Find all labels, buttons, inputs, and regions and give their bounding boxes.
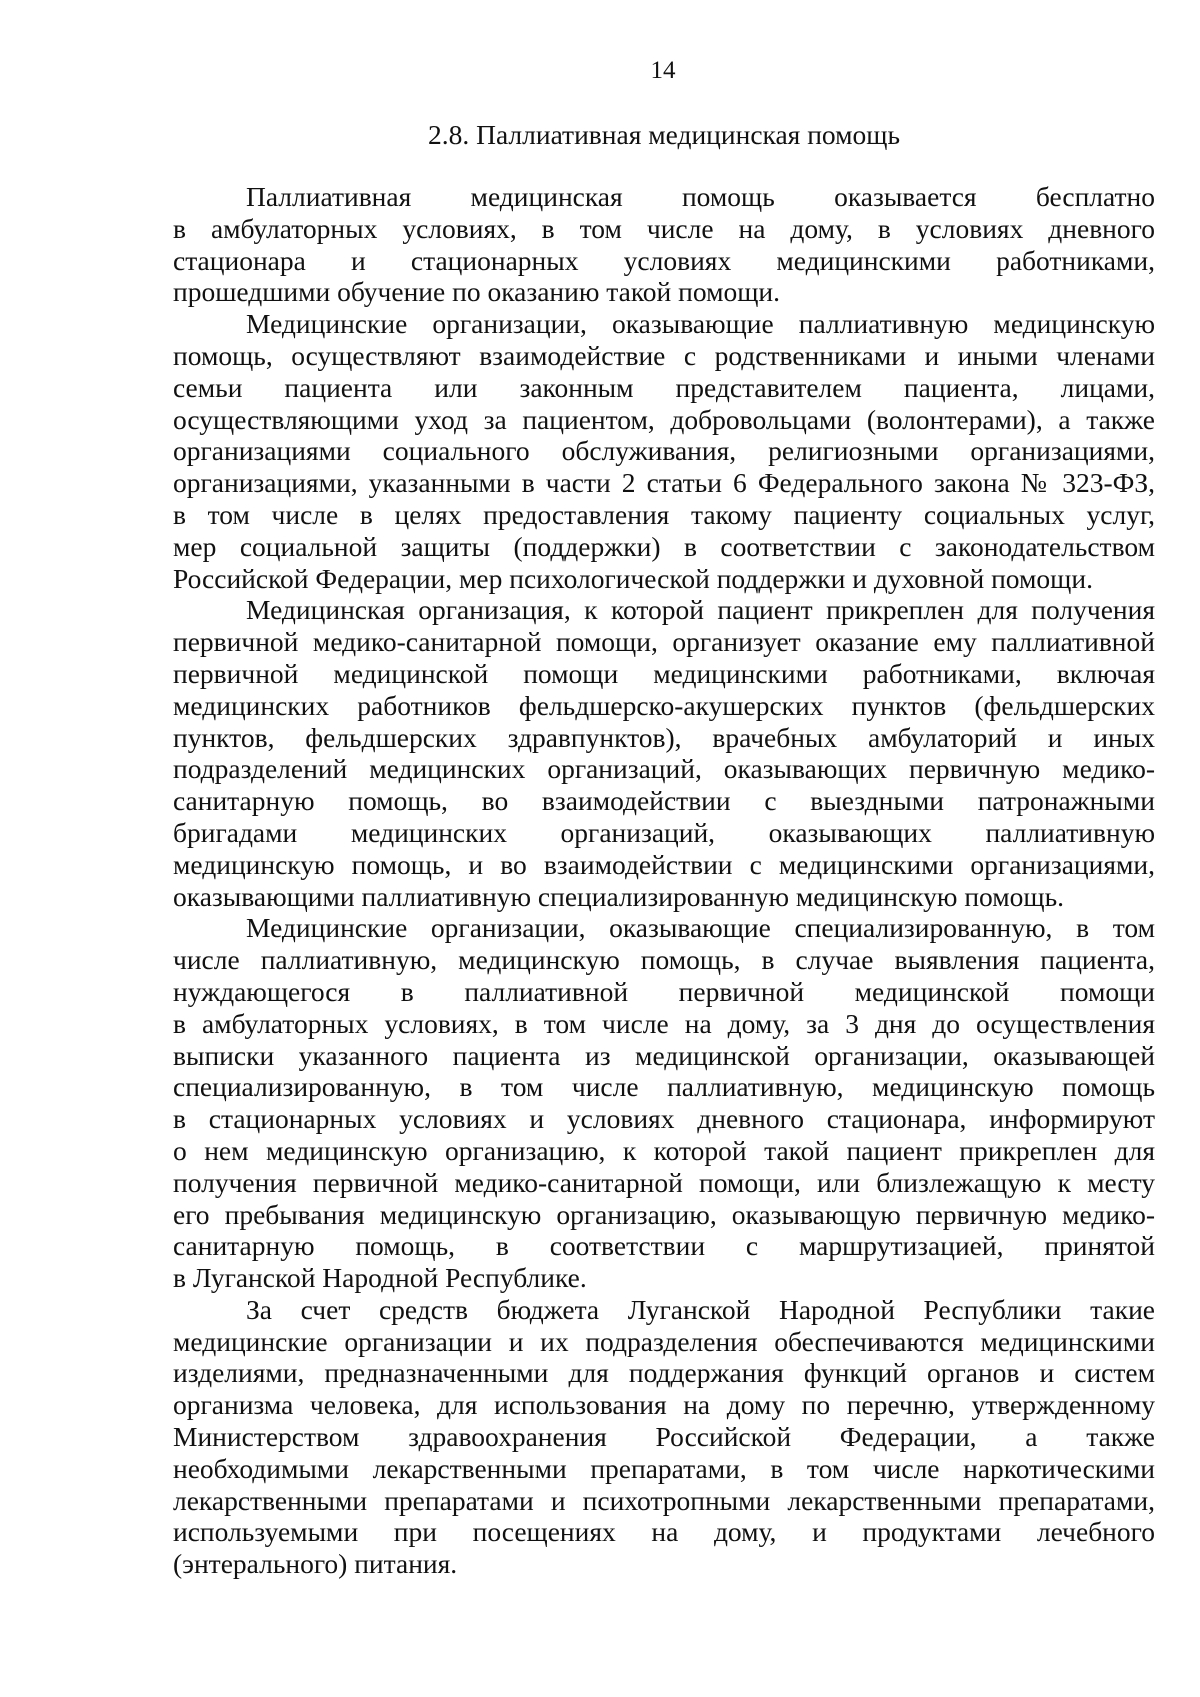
text-line: Медицинская организация, к которой пациент прикреплен для получения — [246, 594, 1155, 626]
text-line: Медицинские организации, оказывающие паллиативную медицинскую — [246, 308, 1155, 340]
text-line: прошедшими обучение по оказанию такой помощи. — [173, 276, 781, 308]
text-line: мер социальной защиты (поддержки) в соответствии с законодательством — [173, 530, 1155, 562]
text-line: подразделений медицинских организаций, оказывающих первичную медико- — [173, 753, 1155, 785]
paragraph-4 — [173, 912, 1155, 1294]
body-text — [173, 181, 1155, 1580]
text-line: пунктов, фельдшерских здравпунктов), врачебных амбулаторий и иных — [173, 721, 1155, 753]
text-line: в том числе в целях предоставления такому пациенту социальных услуг, — [173, 498, 1155, 530]
text-line: о нем медицинскую организацию, к которой такой пациент прикреплен для — [173, 1134, 1155, 1166]
paragraph-1 — [173, 181, 1155, 308]
text-line: в амбулаторных условиях, в том числе на дому, в условиях дневного — [173, 212, 1155, 244]
paragraph-2 — [173, 308, 1155, 594]
text-line: необходимыми лекарственными препаратами, в том числе наркотическими — [173, 1452, 1155, 1484]
text-line: санитарную помощь, во взаимодействии с выездными патронажными — [173, 785, 1155, 817]
text-line: нуждающегося в паллиативной первичной медицинской помощи — [173, 975, 1155, 1007]
text-line: его пребывания медицинскую организацию, оказывающую первичную медико- — [173, 1198, 1155, 1230]
text-line: используемыми при посещениях на дому, и продуктами лечебного — [173, 1516, 1155, 1548]
text-line: лекарственными препаратами и психотропными лекарственными препаратами, — [173, 1484, 1155, 1516]
text-line: осуществляющими уход за пациентом, добровольцами (волонтерами), а также — [173, 403, 1155, 435]
text-line: медицинских работников фельдшерско-акушерских пунктов (фельдшерских — [173, 689, 1155, 721]
section-heading: 2.8. Паллиативная медицинская помощь — [427, 119, 901, 150]
text-line: Паллиативная медицинская помощь оказывается бесплатно — [246, 181, 1155, 212]
text-line: специализированную, в том числе паллиативную, медицинскую помощь — [173, 1071, 1155, 1103]
text-line: организациями социального обслуживания, религиозными организациями, — [173, 435, 1155, 467]
text-line: в стационарных условиях и условиях дневного стационара, информируют — [173, 1103, 1155, 1135]
text-line: Медицинские организации, оказывающие специализированную, в том — [246, 912, 1155, 944]
text-line: семьи пациента или законным представителем пациента, лицами, — [173, 371, 1155, 403]
text-line: изделиями, предназначенными для поддержания функций органов и систем — [173, 1357, 1155, 1389]
text-line: выписки указанного пациента из медицинской организации, оказывающей — [173, 1039, 1155, 1071]
text-line: санитарную помощь, в соответствии с маршрутизацией, принятой — [173, 1230, 1155, 1262]
text-line: медицинские организации и их подразделения обеспечиваются медицинскими — [173, 1325, 1155, 1357]
text-line: медицинскую помощь, и во взаимодействии с медицинскими организациями, — [173, 848, 1155, 880]
text-line: Российской Федерации, мер психологической поддержки и духовной помощи. — [173, 562, 1093, 594]
text-line: организма человека, для использования на дому по перечню, утвержденному — [173, 1389, 1155, 1421]
paragraph-3 — [173, 594, 1155, 912]
text-line: в амбулаторных условиях, в том числе на дому, за 3 дня до осуществления — [173, 1007, 1155, 1039]
text-line: получения первичной медико-санитарной помощи, или близлежащую к месту — [173, 1166, 1155, 1198]
page-number: 14 — [650, 57, 676, 84]
text-line: помощь, осуществляют взаимодействие с родственниками и иными членами — [173, 339, 1155, 371]
text-line: в Луганской Народной Республике. — [173, 1262, 587, 1294]
text-line: первичной медицинской помощи медицинскими работниками, включая — [173, 657, 1155, 689]
text-line: организациями, указанными в части 2 статьи 6 Федерального закона № 323-ФЗ, — [173, 467, 1155, 499]
paragraph-5 — [173, 1294, 1155, 1580]
text-line: Министерством здравоохранения Российской Федерации, а также — [173, 1421, 1155, 1453]
text-line: (энтерального) питания. — [173, 1548, 458, 1580]
text-line: За счет средств бюджета Луганской Народной Республики такие — [246, 1293, 1155, 1325]
text-line: числе паллиативную, медицинскую помощь, в случае выявления пациента, — [173, 944, 1155, 976]
text-line: стационара и стационарных условиях медицинскими работниками, — [173, 244, 1155, 276]
text-line: первичной медико-санитарной помощи, организует оказание ему паллиативной — [173, 626, 1155, 658]
text-line: оказывающими паллиативную специализированную медицинскую помощь. — [173, 880, 1065, 912]
text-line: бригадами медицинских организаций, оказывающих паллиативную — [173, 816, 1155, 848]
